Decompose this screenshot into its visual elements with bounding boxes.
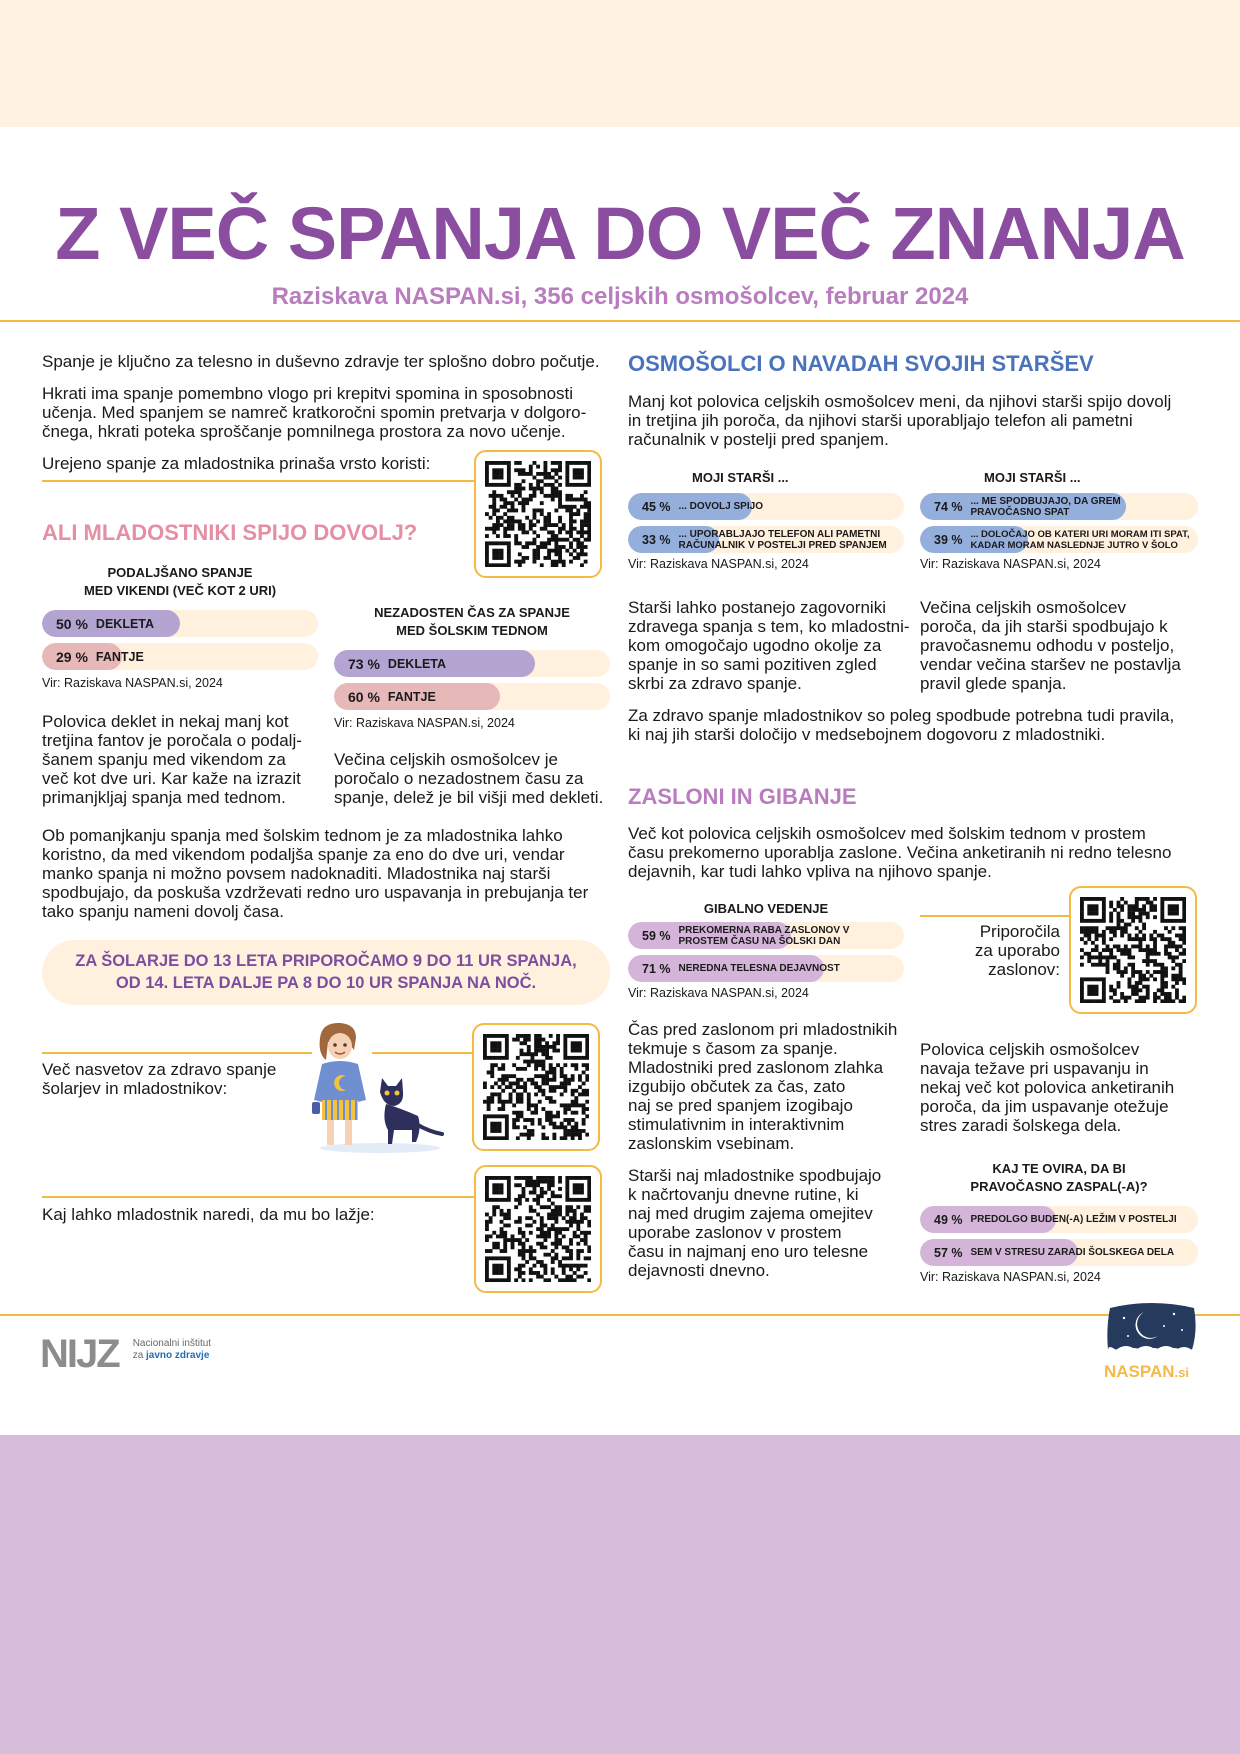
text-line: Priporočila bbox=[979, 922, 1060, 941]
bar-value-label: 50 % bbox=[56, 615, 88, 632]
text-line: čnega, hkrati poteka sproščanje pomnilnega prostora za novo učenje. bbox=[42, 422, 566, 441]
bar-irregular-activity bbox=[628, 955, 904, 982]
text-line: učenja. Med spanjem se namreč kratkoročni spomin pretvarja v dolgoro- bbox=[42, 403, 587, 422]
naspan-wordmark: NASPAN.si bbox=[1104, 1362, 1189, 1381]
tips-connector-line-left bbox=[42, 1052, 312, 1054]
bar-parents-set-bedtime bbox=[920, 526, 1198, 553]
text-line: Starši lahko postanejo zagovorniki bbox=[628, 598, 886, 617]
text-line: naj se pred spanjem izogibajo bbox=[628, 1096, 853, 1115]
text-line: k načrtovanju dnevne rutine, ki bbox=[628, 1185, 859, 1204]
bar-value-label: 60 % bbox=[348, 688, 380, 705]
text-line: koristno, da med vikendom podaljša spanje za eno do dve uri, vendar bbox=[42, 845, 565, 864]
chart-title: MOJI STARŠI ... bbox=[984, 470, 1081, 485]
bar-value-label: 71 % bbox=[642, 961, 671, 976]
text-line: manko spanja ni možno povsem nadoknaditi. Mladostnika naj starši bbox=[42, 864, 551, 883]
help-qr-code[interactable] bbox=[474, 1165, 602, 1293]
school-week-text bbox=[334, 750, 624, 807]
section-title-screens: ZASLONI IN GIBANJE bbox=[628, 784, 857, 809]
chart-source: Vir: Raziskava NASPAN.si, 2024 bbox=[628, 986, 809, 1000]
text-line: dejavnosti dnevno. bbox=[628, 1261, 770, 1280]
chart-title-line: PODALJŠANO SPANJE bbox=[107, 565, 253, 580]
bar-value-label: 39 % bbox=[934, 532, 963, 547]
text-line: času prekomerno uporablja zaslone. Večina anketiranih ni redno telesno bbox=[628, 843, 1172, 862]
text-line: Hkrati ima spanje pomembno vlogo pri krepitvi spomina in sposobnosti bbox=[42, 384, 574, 403]
bar-value-label: 57 % bbox=[934, 1245, 963, 1260]
chart-physical-behaviour bbox=[628, 900, 904, 1001]
parents-intro bbox=[628, 392, 1218, 449]
text-line: poroča, da jim uspavanje otežuje bbox=[920, 1097, 1169, 1116]
parents-encourage-text bbox=[920, 598, 1220, 693]
tips-label bbox=[42, 1060, 302, 1098]
chart-title bbox=[42, 564, 318, 600]
bar-value-label: 45 % bbox=[642, 499, 671, 514]
qr-code-icon bbox=[483, 1034, 589, 1140]
text-line: Polovica deklet in nekaj manj kot bbox=[42, 712, 289, 731]
screen-time-text bbox=[628, 1020, 918, 1153]
callout-line: ZA ŠOLARJE DO 13 LETA PRIPOROČAMO 9 DO 11 UR SPANJA, bbox=[75, 952, 577, 970]
chart-source: Vir: Raziskava NASPAN.si, 2024 bbox=[42, 676, 223, 690]
bar-lying-awake bbox=[920, 1206, 1198, 1233]
chart-parents-rules bbox=[920, 469, 1198, 572]
text-line: pravil glede spanja. bbox=[920, 674, 1067, 693]
text-line: Starši naj mladostnike spodbujajo bbox=[628, 1166, 882, 1185]
chart-weekend-sleep bbox=[42, 564, 318, 691]
bar-parents-sleep-enough bbox=[628, 493, 904, 520]
screen-reco-label bbox=[920, 922, 1060, 979]
bar-value-label: 74 % bbox=[934, 499, 963, 514]
routine-text bbox=[628, 1166, 918, 1280]
section-title-parents: OSMOŠOLCI O NAVADAH SVOJIH STARŠEV bbox=[628, 351, 1094, 376]
text-line: nekaj več kot polovica anketiranih bbox=[920, 1078, 1175, 1097]
bar-value-label: 73 % bbox=[348, 655, 380, 672]
callout-line: OD 14. LETA DALJE PA 8 DO 10 UR SPANJA NA NOČ. bbox=[115, 974, 537, 992]
chart-source: Vir: Raziskava NASPAN.si, 2024 bbox=[920, 557, 1101, 571]
text-line: Mladostniki pred zaslonom zlahka bbox=[628, 1058, 884, 1077]
bar-girls bbox=[42, 610, 318, 637]
top-band bbox=[0, 0, 1240, 127]
help-connector-line bbox=[42, 1196, 474, 1198]
intro-paragraph-1: Spanje je ključno za telesno in duševno zdravje ter splošno dobro počutje. bbox=[42, 352, 600, 371]
text-line: vendar večina staršev ne postavlja bbox=[920, 655, 1181, 674]
text-line: stres zaradi šolskega dela. bbox=[920, 1116, 1122, 1135]
qr-code-icon bbox=[1080, 897, 1186, 1003]
nijz-logo bbox=[40, 1334, 211, 1374]
text-line: zaslonov: bbox=[988, 960, 1060, 979]
bar-category-label: FANTJE bbox=[387, 689, 436, 704]
text-line: ki naj jih starši določijo v medsebojnem dogovoru z mladostniki. bbox=[628, 725, 1106, 744]
text-line: šolarjev in mladostnikov: bbox=[42, 1079, 228, 1098]
bar-value-label: 33 % bbox=[642, 532, 671, 547]
nijz-name bbox=[133, 1334, 211, 1362]
text-line: dejavnih, kar tudi lahko vpliva na njihovo spanje. bbox=[628, 862, 992, 881]
benefits-connector-line bbox=[42, 480, 476, 482]
moon-icon bbox=[1104, 1300, 1200, 1358]
text-line: času in najmanj eno uro telesne bbox=[628, 1242, 869, 1261]
text-line: Več kot polovica celjskih osmošolcev med šolskim tednom v prostem bbox=[628, 824, 1146, 843]
text-line: primanjkljaj spanja med tednom. bbox=[42, 788, 286, 807]
text-line: računalnik v postelji pred spanjem. bbox=[628, 430, 889, 449]
text-line: Ob pomanjkanju spanja med šolskim tednom je za mladostnika lahko bbox=[42, 826, 563, 845]
sleep-recommendation-callout bbox=[42, 940, 610, 1005]
bar-category-label: PREKOMERNA RABA ZASLONOV V PROSTEM ČASU NA ŠOLSKI DAN bbox=[678, 924, 850, 947]
bar-boys bbox=[334, 683, 610, 710]
bar-category-label: ... UPORABLJAJO TELEFON ALI PAMETNI RAČUNALNIK V POSTELJI PRED SPANJEM bbox=[678, 528, 887, 551]
text-line: poročalo o nezadostnem času za bbox=[334, 769, 584, 788]
intro-paragraph-2 bbox=[42, 384, 622, 441]
tips-qr-code[interactable] bbox=[472, 1023, 600, 1151]
bar-girls bbox=[334, 650, 610, 677]
chart-title: GIBALNO VEDENJE bbox=[703, 901, 829, 916]
bar-category-label: DEKLETA bbox=[387, 656, 447, 671]
text-line: za uporabo bbox=[974, 941, 1060, 960]
screens-intro bbox=[628, 824, 1218, 881]
bar-excessive-screen-use bbox=[628, 922, 904, 949]
benefits-label: Urejeno spanje za mladostnika prinaša vrsto koristi: bbox=[42, 454, 431, 473]
chart-title-line: MED ŠOLSKIM TEDNOM bbox=[396, 623, 548, 638]
qr-code-icon bbox=[485, 1176, 591, 1282]
bar-value-label: 59 % bbox=[642, 928, 671, 943]
bottom-band bbox=[0, 1435, 1240, 1754]
text-line: Polovica celjskih osmošolcev bbox=[920, 1040, 1140, 1059]
chart-title-line: MED VIKENDI (VEČ KOT 2 URI) bbox=[83, 583, 277, 598]
bar-parents-encourage bbox=[920, 493, 1198, 520]
qr-code-icon bbox=[485, 461, 591, 567]
chart-title: MOJI STARŠI ... bbox=[692, 470, 789, 485]
text-line: pravočasnemu odhodu v posteljo, bbox=[920, 636, 1175, 655]
chart-title-line: KAJ TE OVIRA, DA BI bbox=[992, 1161, 1126, 1176]
screen-reco-qr-code[interactable] bbox=[1069, 886, 1197, 1014]
catchup-paragraph bbox=[42, 826, 622, 921]
naspan-logo bbox=[1104, 1300, 1200, 1380]
text-line: Manj kot polovica celjskih osmošolcev meni, da njihovi starši spijo dovolj bbox=[628, 392, 1172, 411]
bar-boys bbox=[42, 643, 318, 670]
chart-title-line: PRAVOČASNO ZASPAL(-A)? bbox=[970, 1179, 1148, 1194]
text-line: spodbujajo, da poskuša vzdrževati redno uro uspavanja in prebujanja ter bbox=[42, 883, 589, 902]
chart-title bbox=[334, 604, 610, 640]
text-line: Več nasvetov za zdravo spanje bbox=[42, 1060, 277, 1079]
parents-advocates-text bbox=[628, 598, 918, 693]
text-line: Večina celjskih osmošolcev je bbox=[334, 750, 558, 769]
bar-category-label: ... DOLOČAJO OB KATERI URI MORAM ITI SPAT, KADAR MORAM NASLEDNJE JUTRO V ŠOLO bbox=[970, 528, 1190, 551]
parents-rules-text bbox=[628, 706, 1218, 744]
nijz-name-line-2: za javno zdravje bbox=[132, 1350, 210, 1361]
text-line: tekmuje s časom za spanje. bbox=[628, 1039, 838, 1058]
text-line: Čas pred zaslonom pri mladostnikih bbox=[628, 1020, 898, 1039]
chart-title-line: NEZADOSTEN ČAS ZA SPANJE bbox=[374, 605, 570, 620]
screen-reco-connector-line bbox=[920, 915, 1070, 917]
chart-parents-habits bbox=[628, 469, 904, 572]
footer-divider bbox=[0, 1314, 1240, 1316]
chart-sleep-obstacles bbox=[920, 1160, 1198, 1285]
text-line: uporabe zaslonov v prostem bbox=[628, 1223, 842, 1242]
text-line: Za zdravo spanje mladostnikov so poleg spodbude potrebna tudi pravila, bbox=[628, 706, 1175, 725]
bar-category-label: ... DOVOLJ SPIJO bbox=[678, 501, 763, 512]
nijz-name-line-1: Nacionalni inštitut bbox=[132, 1338, 212, 1349]
bar-category-label: ... ME SPODBUJAJO, DA GREM PRAVOČASNO SPAT bbox=[970, 495, 1121, 518]
bar-category-label: PREDOLGO BUDEN(-A) LEŽIM V POSTELJI bbox=[970, 1214, 1177, 1225]
text-line: kom omogočajo ugodno okolje za bbox=[628, 636, 882, 655]
header-divider bbox=[0, 320, 1240, 322]
text-line: poroča, da jih starši spodbujajo k bbox=[920, 617, 1168, 636]
bar-value-label: 29 % bbox=[56, 648, 88, 665]
text-line: tako spanju nameni dovolj časa. bbox=[42, 902, 284, 921]
section-title-enough-sleep: ALI MLADOSTNIKI SPIJO DOVOLJ? bbox=[42, 520, 418, 545]
text-line: Večina celjskih osmošolcev bbox=[920, 598, 1126, 617]
bar-category-label: DEKLETA bbox=[95, 616, 155, 631]
text-line: zdravega spanja s tem, ko mladostni- bbox=[628, 617, 910, 636]
bar-value-label: 49 % bbox=[934, 1212, 963, 1227]
chart-source: Vir: Raziskava NASPAN.si, 2024 bbox=[920, 1270, 1101, 1284]
text-line: naj med drugim zajema omejitev bbox=[628, 1204, 873, 1223]
help-label: Kaj lahko mladostnik naredi, da mu bo lažje: bbox=[42, 1205, 375, 1224]
text-line: zaslonskim vsebinam. bbox=[628, 1134, 795, 1153]
bar-parents-phone-in-bed bbox=[628, 526, 904, 553]
bar-category-label: NEREDNA TELESNA DEJAVNOST bbox=[678, 963, 840, 974]
text-line: več kot dve uri. Kar kaže na izrazit bbox=[42, 769, 301, 788]
page-title: Z VEČ SPANJA DO VEČ ZNANJA bbox=[55, 192, 1185, 275]
page-subtitle: Raziskava NASPAN.si, 356 celjskih osmošolcev, februar 2024 bbox=[271, 283, 969, 310]
chart-title bbox=[920, 1160, 1198, 1196]
text-line: spanje in so sami pozitiven zgled bbox=[628, 655, 877, 674]
chart-school-week-sleep bbox=[334, 604, 610, 731]
stress-text bbox=[920, 1040, 1220, 1135]
weekend-text bbox=[42, 712, 332, 807]
bar-school-stress bbox=[920, 1239, 1198, 1266]
chart-source: Vir: Raziskava NASPAN.si, 2024 bbox=[334, 716, 515, 730]
text-line: in tretjina jih poroča, da njihovi starši uporabljajo telefon ali pametni bbox=[628, 411, 1133, 430]
bar-category-label: SEM V STRESU ZARADI ŠOLSKEGA DELA bbox=[970, 1247, 1175, 1258]
child-with-cat-illustration bbox=[310, 1020, 450, 1155]
text-line: spanje, delež je bil višji med dekleti. bbox=[334, 788, 604, 807]
text-line: navaja težave pri uspavanju in bbox=[920, 1059, 1149, 1078]
chart-source: Vir: Raziskava NASPAN.si, 2024 bbox=[628, 557, 809, 571]
benefits-qr-code[interactable] bbox=[474, 450, 602, 578]
text-line: stimulativnim in interaktivnim bbox=[628, 1115, 845, 1134]
nijz-wordmark: NIJZ bbox=[40, 1332, 119, 1376]
text-line: šanem spanju med vikendom za bbox=[42, 750, 286, 769]
bar-category-label: FANTJE bbox=[95, 649, 144, 664]
text-line: tretjina fantov je poročala o podalj- bbox=[42, 731, 302, 750]
text-line: skrbi za zdravo spanje. bbox=[628, 674, 802, 693]
text-line: izgubijo občutek za čas, zato bbox=[628, 1077, 846, 1096]
